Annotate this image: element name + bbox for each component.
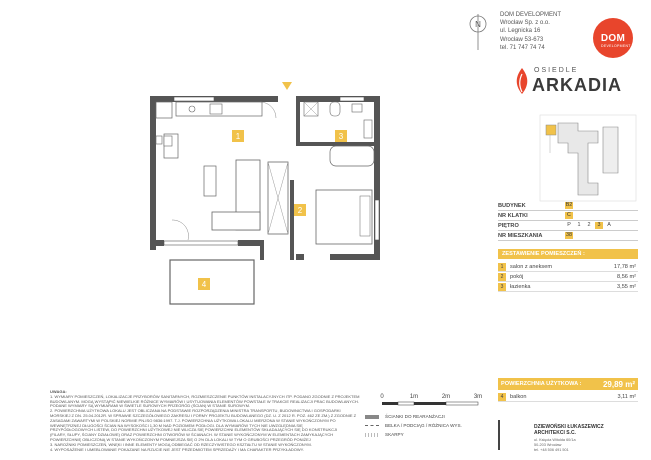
- floor-3-selected: 3: [595, 222, 603, 229]
- unit-info-table: [498, 201, 638, 241]
- legend-item: [365, 430, 495, 439]
- dom-logo-sub: DEVELOPMENT: [601, 44, 631, 48]
- plan-label-4: 4: [201, 280, 207, 289]
- architect-name-line1: DZIEWOŃSKI ŁUKASZEWICZ: [534, 424, 604, 430]
- total-area-label: POWIERZCHNIA UŻYTKOWA :: [501, 381, 582, 387]
- developer-company: Wrocław Sp. z o.o.: [500, 20, 550, 27]
- legend-swatch: [365, 425, 379, 426]
- notes-line: 2. POWIERZCHNIA UŻYTKOWA LOKALU JEST OBLICZANA NA PODSTAWIE ROZPORZĄDZENIA MINISTRA TRANSPORTU, BUDOWNICTWA I GOSPODARKI: [50, 408, 341, 414]
- room-number: 3: [498, 283, 506, 291]
- arkadia-logo-icon: [510, 66, 534, 96]
- total-area-bar: [498, 378, 638, 390]
- legend-swatch: [365, 415, 379, 419]
- site-location-map: [538, 113, 638, 203]
- legend-label: BELKA / PODCIĄG / RÓŻNICA WYS.: [385, 423, 462, 428]
- architect-address-line2: 50-203 Wrocław: [534, 443, 562, 447]
- room-name: salon z aneksem: [510, 263, 552, 270]
- architect-name: [534, 424, 604, 436]
- room-number: 2: [498, 273, 506, 281]
- compass-label: N: [475, 20, 481, 29]
- floor-label: PIĘTRO: [498, 222, 519, 229]
- notes-line: PODANE WYMIARY SĄ WYMIARAMI W ŚWIETLE SUROWYCH PRZEGRÓD (ŚCIAN) W STANIE SUROWYM.: [50, 403, 251, 409]
- floor-plan: [150, 80, 390, 312]
- legend-item: [365, 421, 495, 430]
- notes-title: UWAGA:: [50, 389, 67, 394]
- legend-label: ŚCIANKI DO REARANŻACJI: [385, 414, 445, 419]
- room-name: łazienka: [510, 283, 531, 290]
- room-row: [498, 272, 638, 282]
- developer-street: ul. Legnicka 16: [500, 28, 541, 35]
- architect-logo: [498, 420, 526, 450]
- dom-development-logo: [593, 18, 633, 58]
- architect-block: [498, 418, 638, 454]
- plan-label-2: 2: [297, 206, 303, 215]
- notes-line: PRZYPODŁOGOWYCH LISTEW, DO POWIERZCHNI UŻYTKOWEJ NIE WLICZA SIĘ POWIERZCHNI ELEMENTÓW SKŁADAJĄCYCH SIĘ DO KONSTRUKCJI: [50, 427, 338, 433]
- notes-line: (FILARY, SŁUPY, ŚCIANY DZIAŁOWE) ORAZ POWIERZCHNI OTWORÓW W ŚCIANACH. W STANIE WYKOŃCZONYM W ELEMENTACH ZAMYKAJĄCYCH: [50, 432, 334, 438]
- architect-name-line2: ARCHITEKCI S.C.: [534, 430, 576, 436]
- notes-line: MORSKIEJ Z DN. 25.04.2012R. W SPRAWIE SZCZEGÓŁOWEGO ZAKRESU I FORMY PROJEKTU BUDOWLANEGO (DZ. U. Z 2012 R. POZ. 462 ZE ZM.) Z ZGODNIE Z: [50, 412, 357, 418]
- balcony-number: 4: [498, 393, 506, 401]
- plan-label-1: 1: [235, 132, 241, 141]
- floor-p: P: [567, 222, 571, 228]
- notes-line: 1. WYMIARY POMIESZCZEŃ, LOKALIZACJE PRZYBORÓW SANITARNYCH, ROZMIESZCZENIE PUNKTÓW INSTALACYJNYCH ITP. PODANO ZGODNIE Z PROJEKTEM: [50, 393, 360, 399]
- balcony-area: 3,11 m²: [617, 393, 636, 400]
- floor-a: A: [607, 222, 611, 228]
- plan-label-3: 3: [338, 132, 344, 141]
- scale-mark-1: 1m: [409, 394, 419, 400]
- legend-swatch: [365, 433, 379, 437]
- developer-city: Wrocław 53-673: [500, 36, 544, 43]
- room-number: 1: [498, 263, 506, 271]
- dom-logo-text: DOM: [600, 32, 626, 44]
- room-row: [498, 262, 638, 272]
- notes-line: ZASADAMI ZAWARTYMI W POLSKIEJ NORMIE PN-ISO 9836:1997. T.J. POWIERZCHNIA UŻYTKOWA LOKALU MIERZONA W STANIE WYKOŃCZONYM PO: [50, 417, 336, 423]
- scale-bar: [368, 390, 488, 412]
- room-area: 8,56 m²: [617, 273, 636, 280]
- legend-label: SKARPY: [385, 432, 404, 437]
- brand-name: ARKADIA: [532, 75, 622, 95]
- stair-value: C: [565, 212, 573, 219]
- scale-mark-3: 3m: [473, 394, 483, 400]
- balcony-name: balkon: [510, 393, 527, 400]
- architect-address-line3: tel. +48 506 491 501: [534, 448, 569, 452]
- stair-row: [498, 211, 638, 221]
- rooms-header: ZESTAWIENIE POMIESZCZEŃ :: [498, 249, 638, 259]
- building-label: BUDYNEK: [498, 202, 526, 209]
- architect-address-line1: ul. Księcia Witolda 60/1a: [534, 438, 576, 442]
- building-value: B2: [565, 202, 573, 208]
- notes-line: BUDOWLANYM. MOGĄ WYSTĄPIĆ NIEWIELKIE RÓŻNICE WYMIARÓW I USYTUOWANIA ELEMENTÓW POWSTAŁE W TRAKCIE REALIZACJI PRAC BUDOWLANYCH.: [50, 398, 359, 404]
- notes-line: POWIERZCHNIĘ OBLICZONĄ W STANIE WYKOŃCZONYM POMNIEJSZA SIĘ O 2% DLA LOKALI W TYM O GRUBOŚCI PRZEGRÓD PONIŻEJ: [50, 436, 311, 442]
- floor-1: 1: [577, 222, 581, 228]
- legend-item: [365, 412, 495, 421]
- floor-row: [498, 221, 638, 231]
- legend: [365, 412, 495, 439]
- brand-prefix: OSIEDLE: [534, 67, 579, 74]
- north-compass: [468, 12, 488, 52]
- notes-block: [50, 390, 360, 452]
- notes-line: WEWNĘTRZNEJ DŁUGOŚCI ŚCIAN NA WYSOKOŚCI 1,30 M NAD POZIOMEM PODŁOGI. DLA WYMIARÓW TYCH NIE UWZGLĘDNIA SIĘ: [50, 422, 303, 428]
- scale-mark-0: 0: [380, 394, 384, 400]
- room-row: [498, 282, 638, 292]
- scale-mark-2: 2m: [441, 394, 451, 400]
- notes-line: 3. NAROŻNIKI POMIESZCZEŃ, WNĘKI I INNE ELEMENTY MOGĄ ODBIEGAĆ OD RZECZYWISTEGO KSZTAŁTU W STANIE WYKOŃCZONYM.: [50, 441, 312, 447]
- stair-label: NR KLATKI: [498, 212, 528, 219]
- balcony-row: [498, 392, 638, 402]
- developer-phone: tel. 71 747 74 74: [500, 44, 545, 51]
- room-name: pokój: [510, 273, 524, 280]
- room-area: 17,78 m²: [613, 263, 636, 270]
- floor-2: 2: [587, 222, 591, 228]
- total-area-value: 29,89 m²: [602, 379, 635, 389]
- building-row: [498, 201, 638, 211]
- unit-row: [498, 231, 638, 241]
- room-area: 3,55 m²: [617, 283, 636, 290]
- unit-label: NR MIESZKANIA: [498, 232, 543, 239]
- architect-address: [534, 438, 576, 453]
- rooms-table: [498, 262, 638, 292]
- notes-line: 4. WYPOSAŻENIE I UMEBLOWANIE POKAZANE NA RZUCIE NIE JEST PRZEDMIOTEM SPRZEDAŻY I MA CHARAKTER PRZYKŁADOWY.: [50, 446, 304, 452]
- unit-value: 38: [566, 232, 572, 238]
- developer-name: DOM DEVELOPMENT: [500, 12, 562, 18]
